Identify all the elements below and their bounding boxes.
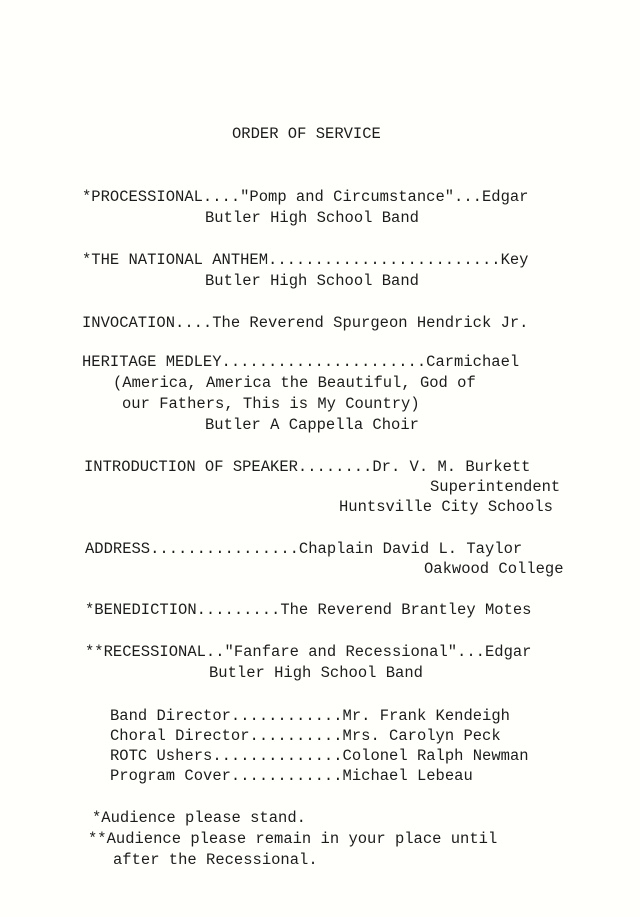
benediction-line: *BENEDICTION.........The Reverend Brantley Motes: [85, 601, 532, 619]
address-org: Oakwood College: [424, 560, 564, 578]
heritage-medley-songs-1: (America, America the Beautiful, God of: [113, 374, 476, 392]
recessional-line: **RECESSIONAL.."Fanfare and Recessional"...Edgar: [85, 643, 532, 661]
note-remain: **Audience please remain in your place until: [88, 830, 498, 848]
heritage-medley-line: HERITAGE MEDLEY......................Carmichael: [82, 353, 520, 371]
processional-line: *PROCESSIONAL...."Pomp and Circumstance"...Edgar: [82, 188, 529, 206]
note-remain-cont: after the Recessional.: [113, 851, 318, 869]
credit-rotc-ushers: ROTC Ushers..............Colonel Ralph Newman: [110, 747, 529, 765]
introduction-line: INTRODUCTION OF SPEAKER........Dr. V. M. Burkett: [84, 458, 531, 476]
page-title: ORDER OF SERVICE: [232, 125, 381, 143]
national-anthem-line: *THE NATIONAL ANTHEM.........................Key: [82, 251, 529, 269]
address-line: ADDRESS................Chaplain David L. Taylor: [85, 540, 523, 558]
note-stand: *Audience please stand.: [92, 809, 306, 827]
recessional-performer: Butler High School Band: [209, 664, 423, 682]
national-anthem-performer: Butler High School Band: [205, 272, 419, 290]
credit-choral-director: Choral Director..........Mrs. Carolyn Peck: [110, 727, 501, 745]
introduction-org: Huntsville City Schools: [339, 498, 553, 516]
credit-program-cover: Program Cover............Michael Lebeau: [110, 767, 473, 785]
invocation-line: INVOCATION....The Reverend Spurgeon Hendrick Jr.: [82, 314, 529, 332]
processional-performer: Butler High School Band: [205, 209, 419, 227]
heritage-medley-songs-2: our Fathers, This is My Country): [122, 395, 420, 413]
heritage-medley-performer: Butler A Cappella Choir: [205, 416, 419, 434]
introduction-title: Superintendent: [430, 478, 561, 496]
credit-band-director: Band Director............Mr. Frank Kendeigh: [110, 707, 510, 725]
